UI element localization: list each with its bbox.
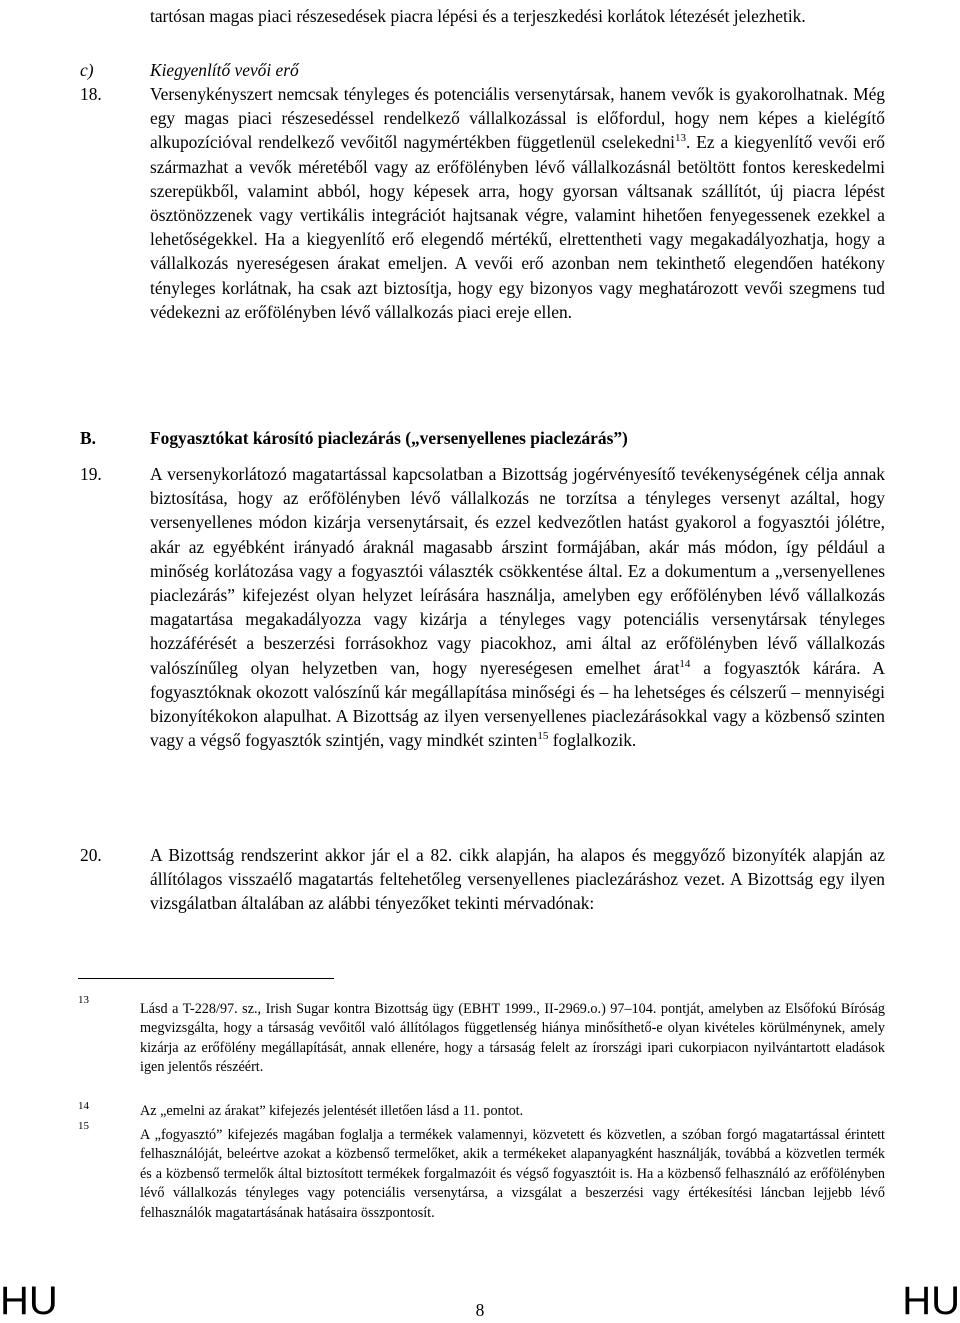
section-b-title: Fogyasztókat károsító piaclezárás („versenyellenes piaclezárás”) bbox=[150, 428, 628, 448]
paragraph-number-19: 19. bbox=[80, 464, 102, 484]
paragraph-19 bbox=[150, 462, 885, 752]
section-b-letter: B. bbox=[80, 428, 96, 448]
subsection-letter: c) bbox=[80, 60, 94, 80]
page-number: 8 bbox=[475, 1300, 485, 1320]
paragraph-text-end: foglalkozik. bbox=[548, 730, 637, 751]
paragraph-number-18: 18. bbox=[80, 84, 102, 104]
subsection-title: Kiegyenlítő vevői erő bbox=[150, 60, 299, 80]
paragraph-text-continued: . Ez a kiegyenlítő vevői erő származhat a vevők méretéből vagy az erőfölényben lévő vállalkozásnál betöltött fontos kereskedelmi szerepükből, valamint abból, hogy képesek arra, hogy gyorsan váltsanak szállítót, új piacra lépést ösztönözzenek vagy vertikális integrációt hajtsanak végre, valamint hihetően fenyegessenek ezekkel a lehetőségekkel. Ha a kiegyenlítő erő elegendő mértékű, elrettentheti vagy megakadályozhatja, hogy a vállalkozás nyereségesen árakat emeljen. A vevői erő azonban nem tekinthető elegendően hatékony tényleges korlátnak, ha csak azt biztosítja, hogy egy bizonyos vagy meghatározott vevői szegmens tud védekezni az erőfölényben lévő vállalkozás piaci ereje ellen. bbox=[150, 132, 885, 322]
paragraph-20: A Bizottság rendszerint akkor jár el a 82. cikk alapján, ha alapos és meggyőző bizonyíték alapján az állítólagos visszaélő magatartás feltehetőleg versenyellenes piaclezáráshoz vezet. A Bizottság egy ilyen vizsgálatban általában az alábbi tényezőket tekinti mérvadónak: bbox=[150, 845, 885, 914]
footnote-13: Lásd a T-228/97. sz., Irish Sugar kontra Bizottság ügy (EBHT 1999., II-2969.o.) 97–104. pontját, amelyben az Elsőfokú Bíróság megvizsgálta, hogy a társaság vevőitől való állítólagos függetlenség hiánya minősíthető-e olyan kivételes körülménynek, amely kizárja az erőfölény megállapítását, annak ellenére, hogy a társaság felelt az írországi ipari cukorpiacon nyilvántartott eladások igen jelentős részéért. bbox=[140, 1001, 885, 1076]
paragraph-number-20: 20. bbox=[80, 845, 102, 865]
footnote-14: Az „emelni az árakat” kifejezés jelentését illetően lásd a 11. pontot. bbox=[140, 1103, 524, 1119]
footnote-number-13: 13 bbox=[78, 994, 89, 1006]
footnote-separator bbox=[78, 978, 334, 979]
footnote-number-14: 14 bbox=[78, 1100, 89, 1112]
footnote-ref-13[interactable]: 13 bbox=[674, 132, 686, 145]
paragraph-18 bbox=[150, 82, 885, 324]
footnote-ref-15[interactable]: 15 bbox=[537, 730, 549, 743]
intro-paragraph: tartósan magas piaci részesedések piacra lépési és a terjeszkedési korlátok létezését jelezhetik. bbox=[150, 6, 806, 26]
paragraph-text: A versenykorlátozó magatartással kapcsolatban a Bizottság jogérvényesítő tevékenységének célja annak biztosítása, hogy az erőfölényben lévő vállalkozás ne torzítsa a tényleges versenyt azáltal, hogy versenyellenes módon kizárja versenytársait, és ezzel kedvezőtlen hatást gyakorol a fogyasztói jólétre, akár az egyébként irányadó áraknál magasabb árszint formájában, akár más módon, így például a minőség korlátozása vagy a fogyasztói választék csökkentése által. Ez a dokumentum a „versenyellenes piaclezárás” kifejezést olyan helyzet leírására használja, amelyben egy erőfölényben lévő vállalkozás magatartása megakadályozza vagy kizárja a tényleges vagy potenciális versenytársak tényleges hozzáférését a beszerzési forrásokhoz vagy piacokhoz, ami által az erőfölényben lévő vállalkozás valószínűleg olyan helyzetben van, hogy nyereségesen emelhet árat bbox=[150, 464, 885, 678]
footnote-ref-14[interactable]: 14 bbox=[679, 657, 691, 670]
footnote-15: A „fogyasztó” kifejezés magában foglalja a termékek valamennyi, közvetett és közvetlen, a szóban forgó magatartással érintett felhasználóját, beleértve azokat a közbenső termelőket, akik a termékeket alapanyagként használják, továbbá a közvetlen termék és a közbenső termelők által biztosított termékek forgalmazóit és végső fogyasztóit is. Ha a közbenső felhasználó az erőfölényben lévő vállalkozás tényleges vagy potenciális versenytársa, a vizsgálat a beszerzési vagy értékesítési láncban lejjebb lévő felhasználók magatartásának hatásaira összpontosít. bbox=[140, 1127, 885, 1221]
language-code-right: HU bbox=[902, 1279, 960, 1323]
footnote-number-15: 15 bbox=[78, 1120, 89, 1132]
paragraph-text: Versenykényszert nemcsak tényleges és potenciális versenytársak, hanem vevők is gyakorolhatnak. Még egy magas piaci részesedéssel rendelkező vállalkozással is előfordul, hogy nem képes a kielégítő alkupozícióval rendelkező vevőitől nagymértékben függetlenül cselekedni bbox=[150, 84, 885, 153]
paragraph-text-continued: a fogyasztók kárára. A fogyasztóknak okozott valószínű kár megállapítása minőségi és – ha lehetséges és célszerű – mennyiségi bizonyítékokon alapulhat. A Bizottság az ilyen versenyellenes piaclezárásokkal vagy a közbenső szinten vagy a végső fogyasztók szintjén, vagy mindkét szinten bbox=[150, 657, 885, 751]
language-code-left: HU bbox=[0, 1279, 58, 1323]
